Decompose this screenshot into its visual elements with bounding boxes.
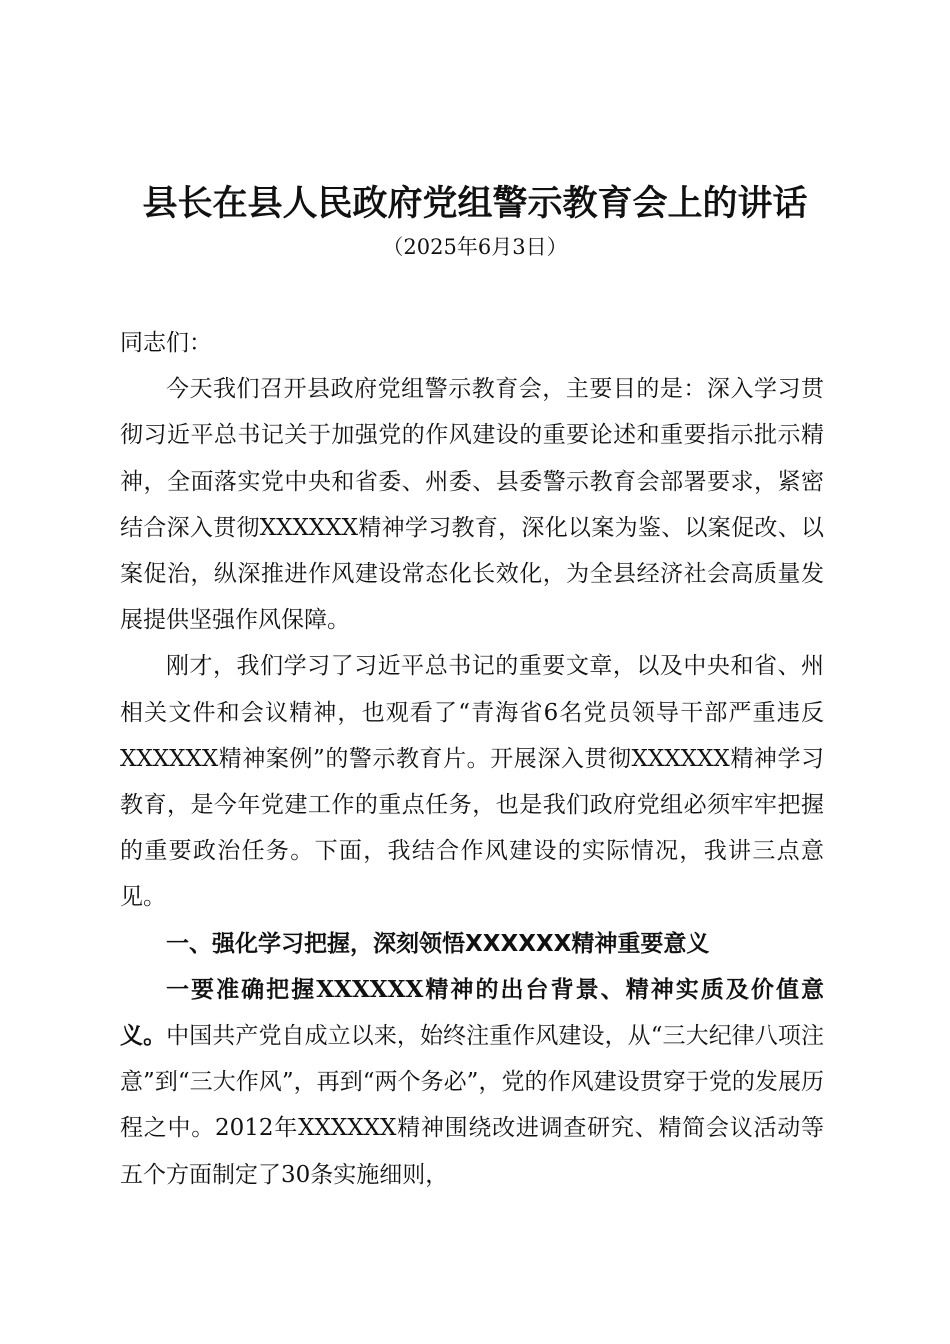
paragraph: 刚才，我们学习了习近平总书记的重要文章，以及中央和省、州相关文件和会议精神，也观看了“青海省6名党员领导干部严重违反XXXXXX精神案例”的警示教育片。开展深入贯彻XXXXXX精神学习教育，是今年党建工作的重点任务，也是我们政府党组必须牢牢把握的重要政治任务。下面，我结合作风建设的实际情况，我讲三点意见。 <box>120 653 824 911</box>
paragraph: 今天我们召开县政府党组警示教育会，主要目的是：深入学习贯彻习近平总书记关于加强党的作风建设的重要论述和重要指示批示精神，全面落实党中央和省委、州委、县委警示教育会部署要求，紧密结合深入贯彻XXXXXX精神学习教育，深化以案为鉴、以案促改、以案促治，纵深推进作风建设常态化长效化，为全县经济社会高质量发展提供坚强作风保障。 <box>120 376 824 634</box>
document-date: （2025年6月3日） <box>382 235 568 259</box>
salutation: 同志们： <box>120 330 212 356</box>
section-heading: 一、强化学习把握，深刻领悟XXXXXX精神重要意义 <box>166 930 710 957</box>
document-title: 县长在县人民政府党组警示教育会上的讲话 <box>142 183 808 224</box>
paragraph <box>120 967 824 1198</box>
paragraph-lead: 一要准确把握XXXXXX精神的出台背景、精神实质及价值意义。 <box>120 975 824 1050</box>
document-body <box>120 320 824 1198</box>
paragraph-text: 中国共产党自成立以来，始终注重作风建设，从“三大纪律八项注意”到“三大作风”，再到“两个务必”，党的作风建设贯穿于党的发展历程之中。2012年XXXXXX精神围绕改进调查研究、精简会议活动等五个方面制定了30条实施细则， <box>120 1023 824 1188</box>
